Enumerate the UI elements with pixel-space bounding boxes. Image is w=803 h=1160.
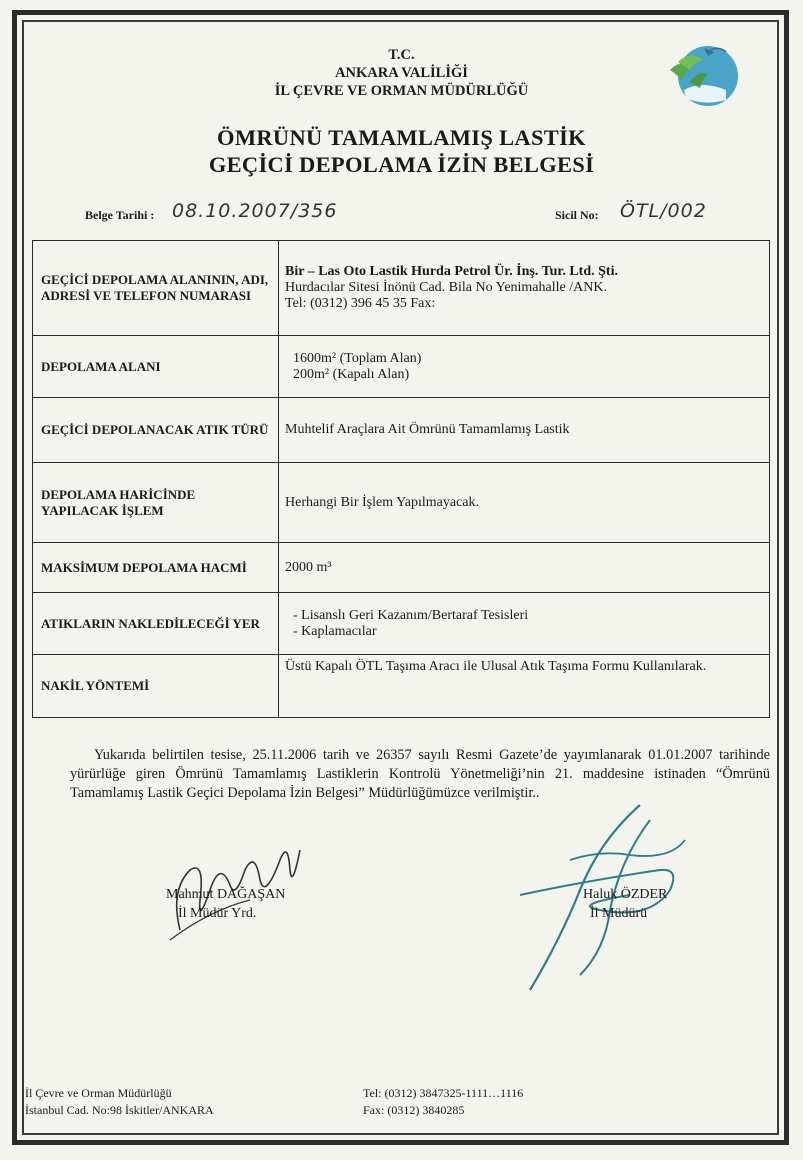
left-signatory-title: İl Müdür Yrd. bbox=[178, 906, 257, 921]
header-line-mudurluk: İL ÇEVRE VE ORMAN MÜDÜRLÜĞÜ bbox=[274, 83, 529, 99]
row-label: DEPOLAMA HARİCİNDE YAPILACAK İŞLEM bbox=[33, 463, 279, 543]
row-value: Üstü Kapalı ÖTL Taşıma Aracı ile Ulusal Atık Taşıma Formu Kullanılarak. bbox=[279, 655, 770, 718]
row-label: MAKSİMUM DEPOLAMA HACMİ bbox=[33, 543, 279, 593]
table-row bbox=[33, 336, 770, 398]
left-signatory-name: Mahmut DAĞAŞAN bbox=[166, 887, 286, 902]
date-label: Belge Tarihi : bbox=[85, 208, 155, 222]
table-row bbox=[33, 463, 770, 543]
row-value bbox=[279, 241, 770, 336]
destination-item: - Lisanslı Geri Kazanım/Bertaraf Tesisleri bbox=[293, 607, 529, 623]
table-row bbox=[33, 593, 770, 655]
row-label: GEÇİCİ DEPOLAMA ALANININ, ADI, ADRESİ VE TELEFON NUMARASI bbox=[33, 241, 279, 336]
footer-street: İstanbul Cad. No:98 İskitler/ANKARA bbox=[25, 1103, 214, 1117]
table-row bbox=[33, 655, 770, 718]
row-label: ATIKLARIN NAKLEDİLECEĞİ YER bbox=[33, 593, 279, 655]
right-signatory-name: Haluk ÖZDER bbox=[583, 887, 668, 902]
row-value bbox=[279, 593, 770, 655]
right-signatory-title: İl Müdürü bbox=[590, 906, 648, 921]
company-phone: Tel: (0312) 396 45 35 Fax: bbox=[285, 296, 436, 311]
sicil-label: Sicil No: bbox=[555, 208, 599, 222]
permit-statement bbox=[70, 746, 770, 803]
table-row bbox=[33, 398, 770, 463]
table-row bbox=[33, 543, 770, 593]
footer-fax: Fax: (0312) 3840285 bbox=[363, 1103, 465, 1117]
permit-info-table bbox=[32, 240, 770, 718]
footer-phone: Tel: (0312) 3847325-1111…1116 bbox=[363, 1086, 524, 1100]
title-line-1: ÖMRÜNÜ TAMAMLAMIŞ LASTİK bbox=[217, 125, 586, 150]
total-area: 1600m² (Toplam Alan) bbox=[293, 350, 422, 366]
company-name: Bir – Las Oto Lastik Hurda Petrol Ür. İnş. Tur. Ltd. Şti. bbox=[285, 264, 618, 279]
footer-office: İl Çevre ve Orman Müdürlüğü bbox=[25, 1086, 172, 1100]
row-label: DEPOLAMA ALANI bbox=[33, 336, 279, 398]
footer-contact bbox=[363, 1085, 523, 1119]
row-value: Herhangi Bir İşlem Yapılmayacak. bbox=[279, 463, 770, 543]
header-line-tc: T.C. bbox=[388, 47, 415, 63]
row-value bbox=[279, 336, 770, 398]
date-value: 08.10.2007/356 bbox=[172, 200, 338, 222]
company-address: Hurdacılar Sitesi İnönü Cad. Bila No Yenimahalle /ANK. bbox=[285, 280, 607, 295]
row-label: GEÇİCİ DEPOLANACAK ATIK TÜRÜ bbox=[33, 398, 279, 463]
row-value: Muhtelif Araçlara Ait Ömrünü Tamamlamış Lastik bbox=[279, 398, 770, 463]
title-line-2: GEÇİCİ DEPOLAMA İZİN BELGESİ bbox=[208, 152, 595, 177]
document-title bbox=[0, 124, 803, 178]
row-value: 2000 m³ bbox=[279, 543, 770, 593]
covered-area: 200m² (Kapalı Alan) bbox=[293, 366, 410, 382]
destination-item: - Kaplamacılar bbox=[293, 623, 377, 639]
sicil-value: ÖTL/002 bbox=[620, 200, 707, 222]
table-row bbox=[33, 241, 770, 336]
header-line-valilik: ANKARA VALİLİĞİ bbox=[335, 65, 468, 81]
row-label: NAKİL YÖNTEMİ bbox=[33, 655, 279, 718]
statement-paragraph: Yukarıda belirtilen tesise, 25.11.2006 tarih ve 26357 sayılı Resmi Gazete’de yayımlanarak 01.01.2007 tarihinde yürürlüğe giren Ömrünü Tamamlamış Lastiklerin Kontrolü Yönetmeliği’nin 21. maddesine istinaden “Ömrünü Tamamlamış Lastik Geçici Depolama İzin Belgesi” Müdürlüğümüzce verilmiştir.. bbox=[70, 747, 770, 801]
issuer-header bbox=[0, 46, 803, 100]
footer-address bbox=[25, 1085, 214, 1119]
